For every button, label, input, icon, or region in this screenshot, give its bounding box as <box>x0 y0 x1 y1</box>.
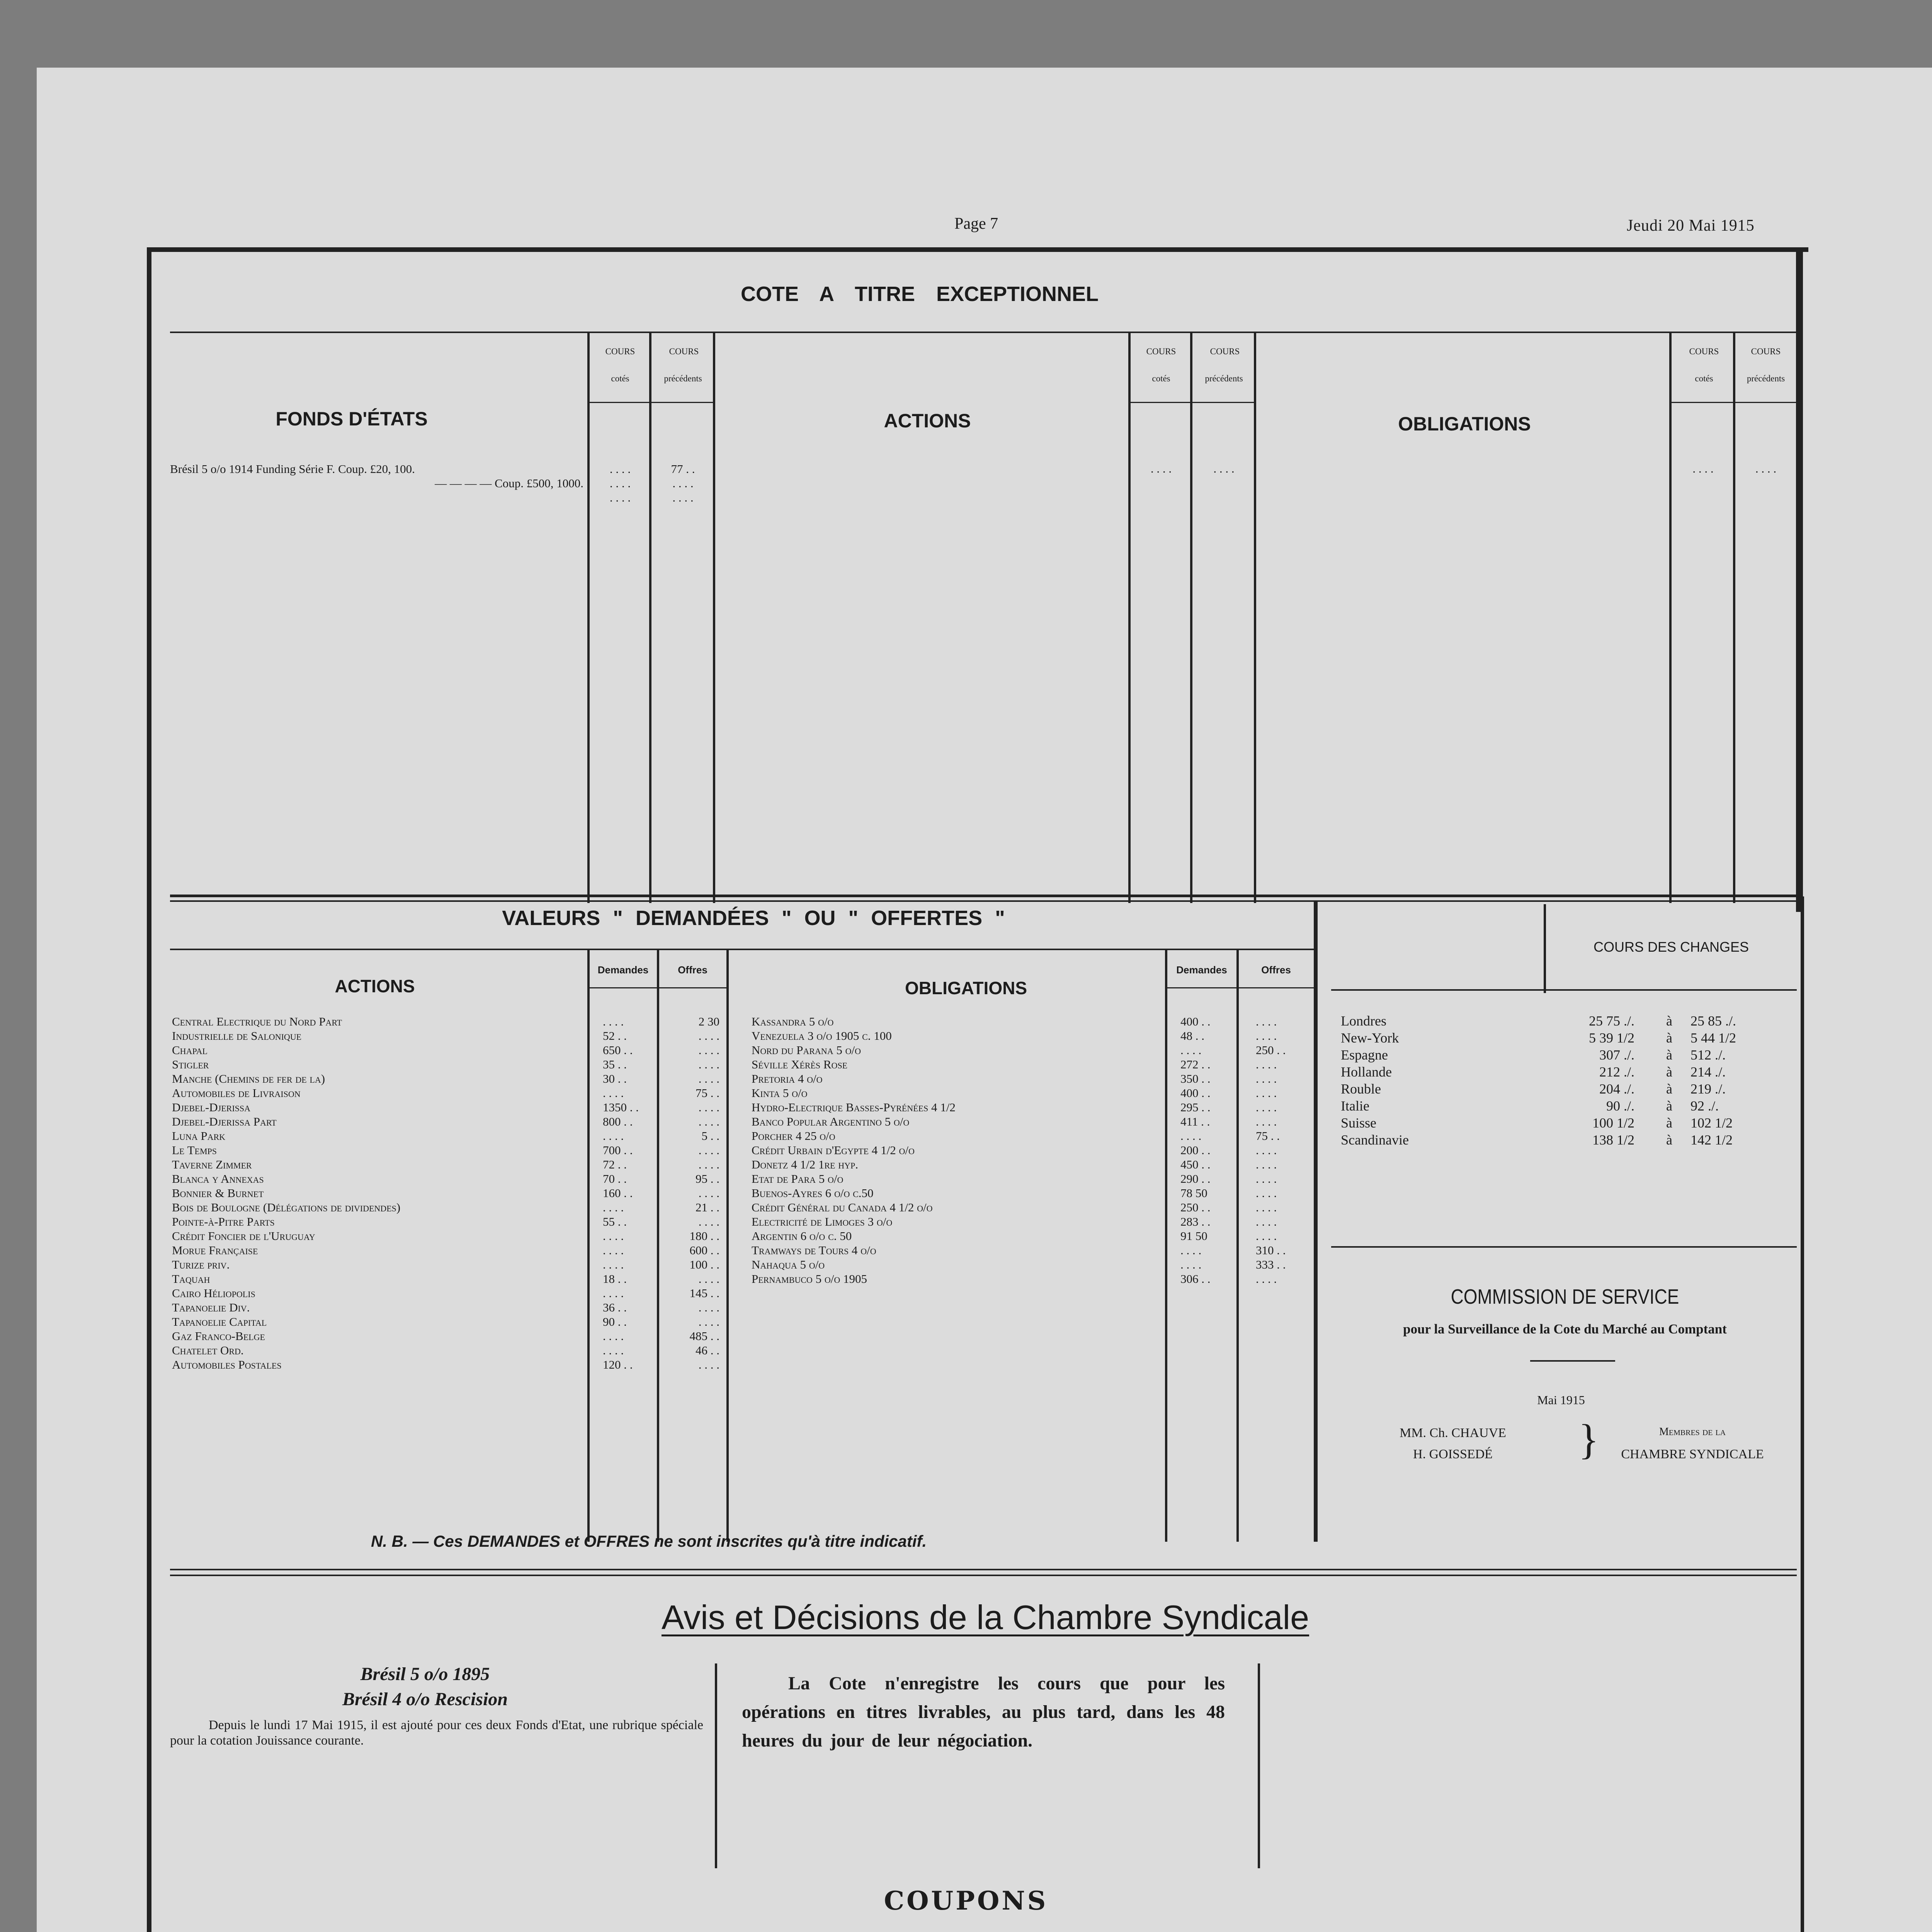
commission-role2: CHAMBRE SYNDICALE <box>1621 1447 1764 1461</box>
demande-value: 52 . . <box>603 1029 627 1043</box>
demande-value: 350 . . <box>1180 1072 1211 1085</box>
valeur-name: Taquah <box>172 1272 210 1286</box>
fonds-cote-list <box>591 462 649 505</box>
avis-left-title2: Brésil 4 o/o Rescision <box>342 1689 508 1709</box>
demande-value: 200 . . <box>1180 1143 1211 1157</box>
oblig-exc-cote: . . . . <box>1692 462 1714 475</box>
valeur-name: Electricité de Limoges 3 o/o <box>752 1215 893 1228</box>
demande-value: . . . . <box>1180 1258 1202 1271</box>
change-to: 219 ./. <box>1690 1081 1726 1097</box>
demande-value: . . . . <box>603 1201 624 1214</box>
demande-value: 48 . . <box>1180 1029 1204 1043</box>
valeur-name: Banco Popular Argentino 5 o/o <box>752 1115 910 1128</box>
offre-value: . . . . <box>698 1315 719 1328</box>
valeur-name: Blanca y Annexas <box>172 1172 264 1185</box>
offre-value: 145 . . <box>689 1286 719 1300</box>
change-to: 512 ./. <box>1690 1047 1726 1063</box>
offre-value: . . . . <box>698 1100 719 1114</box>
offre-value: . . . . <box>1256 1100 1277 1114</box>
offre-value: 485 . . <box>689 1329 719 1343</box>
change-from: 204 ./. <box>1599 1081 1634 1097</box>
fonds-row-label: — — — — Coup. £500, 1000. <box>435 476 583 490</box>
change-to: 214 ./. <box>1690 1064 1726 1080</box>
change-place: Espagne <box>1341 1047 1388 1063</box>
demande-value: . . . . <box>1180 1043 1202 1057</box>
valeur-name: Kinta 5 o/o <box>752 1086 808 1100</box>
change-a: à <box>1666 1098 1672 1114</box>
commission-title: COMMISSION DE SERVICE <box>1451 1285 1679 1308</box>
fonds-cote: . . . . <box>609 476 631 490</box>
fonds-prec: . . . . <box>672 491 694 504</box>
valeur-name: Industrielle de Salonique <box>172 1029 302 1043</box>
valeur-name: Luna Park <box>172 1129 226 1143</box>
offre-value: . . . . <box>1256 1058 1277 1071</box>
demande-value: 250 . . <box>1180 1201 1211 1214</box>
offre-value: . . . . <box>698 1043 719 1057</box>
offre-value: . . . . <box>698 1029 719 1043</box>
offre-value: . . . . <box>698 1158 719 1171</box>
demande-value: 72 . . <box>603 1158 627 1171</box>
offre-value: . . . . <box>698 1115 719 1128</box>
change-place: Rouble <box>1341 1081 1381 1097</box>
demande-value: 90 . . <box>603 1315 627 1328</box>
demande-value: . . . . <box>1180 1243 1202 1257</box>
offre-value: . . . . <box>698 1301 719 1314</box>
valeur-name: Kassandra 5 o/o <box>752 1015 834 1028</box>
col-cours-1: COURS <box>605 347 635 356</box>
offre-value: . . . . <box>698 1272 719 1286</box>
valeur-name: Stigler <box>172 1058 209 1071</box>
offre-value: . . . . <box>1256 1215 1277 1228</box>
col-cours-3: COURS <box>1146 347 1176 356</box>
demande-value: 400 . . <box>1180 1086 1211 1100</box>
valeurs-actions-title: ACTIONS <box>335 976 415 996</box>
changes-from <box>1557 1012 1634 1148</box>
valeur-name: Nord du Parana 5 o/o <box>752 1043 861 1057</box>
valeur-name: Porcher 4 25 o/o <box>752 1129 835 1143</box>
offre-value: . . . . <box>698 1058 719 1071</box>
demande-value: . . . . <box>603 1086 624 1100</box>
valeur-name: Hydro-Electrique Basses-Pyrénées 4 1/2 <box>752 1100 956 1114</box>
valeur-name: Buenos-Ayres 6 o/o c.50 <box>752 1186 874 1200</box>
avis-left-title1: Brésil 5 o/o 1895 <box>360 1664 490 1684</box>
change-a: à <box>1666 1064 1672 1080</box>
commission-member2: H. GOISSEDÉ <box>1413 1447 1493 1461</box>
valeur-name: Le Temps <box>172 1143 217 1157</box>
offre-value: 310 . . <box>1256 1243 1286 1257</box>
offre-value: . . . . <box>1256 1115 1277 1128</box>
valeur-name: Argentin 6 o/o c. 50 <box>752 1229 852 1243</box>
change-to: 142 1/2 <box>1690 1132 1733 1148</box>
valeur-name: Tramways de Tours 4 o/o <box>752 1243 876 1257</box>
avis-title: Avis et Décisions de la Chambre Syndicale <box>661 1598 1310 1636</box>
offre-value: 100 . . <box>689 1258 719 1271</box>
change-a: à <box>1666 1013 1672 1029</box>
demande-value: 290 . . <box>1180 1172 1211 1185</box>
demande-value: 55 . . <box>603 1215 627 1228</box>
change-place: Suisse <box>1341 1115 1377 1131</box>
offre-value: 180 . . <box>689 1229 719 1243</box>
offre-value: 600 . . <box>689 1243 719 1257</box>
exceptionnel-title: COTE A TITRE EXCEPTIONNEL <box>740 282 1099 306</box>
valeur-name: Bonnier & Burnet <box>172 1186 264 1200</box>
fonds-prec: . . . . <box>672 476 694 490</box>
change-a: à <box>1666 1132 1672 1148</box>
valeurs-actions-names <box>172 1014 585 1372</box>
valeur-name: Djebel-Djerissa <box>172 1100 251 1114</box>
coupons-title: COUPONS <box>884 1886 1048 1916</box>
commission-date: Mai 1915 <box>1537 1393 1585 1407</box>
valeur-name: Crédit Urbain d'Egypte 4 1/2 o/o <box>752 1143 915 1157</box>
valeurs-oblig-off <box>1256 1014 1312 1286</box>
fonds-row-label: Brésil 5 o/o 1914 Funding Série F. Coup. £20, 100. <box>170 462 415 476</box>
demande-value: 411 . . <box>1180 1115 1210 1128</box>
demande-value: 91 50 <box>1180 1229 1208 1243</box>
col-cotes-3: cotés <box>1695 374 1713 383</box>
actions-exc-cote: . . . . <box>1150 462 1172 475</box>
offre-value: . . . . <box>1256 1201 1277 1214</box>
valeur-name: Pointe-à-Pitre Parts <box>172 1215 275 1228</box>
col-offres-1: Offres <box>678 964 707 976</box>
demande-value: . . . . <box>1180 1129 1202 1143</box>
valeur-name: Crédit Foncier de l'Uruguay <box>172 1229 315 1243</box>
offre-value: 95 . . <box>696 1172 719 1185</box>
change-to: 5 44 1/2 <box>1690 1030 1736 1046</box>
fonds-prec: 77 . . <box>671 462 695 476</box>
change-from: 212 ./. <box>1599 1064 1634 1080</box>
demande-value: . . . . <box>603 1286 624 1300</box>
change-place: New-York <box>1341 1030 1399 1046</box>
demande-value: 30 . . <box>603 1072 627 1085</box>
offre-value: . . . . <box>1256 1086 1277 1100</box>
valeur-name: Bois de Boulogne (Délégations de dividendes) <box>172 1201 401 1214</box>
change-a: à <box>1666 1115 1672 1131</box>
offre-value: . . . . <box>1256 1272 1277 1286</box>
demande-value: 650 . . <box>603 1043 633 1057</box>
change-from: 25 75 ./. <box>1588 1013 1634 1029</box>
fonds-list <box>170 462 583 490</box>
valeur-name: Nahaqua 5 o/o <box>752 1258 825 1271</box>
change-from: 90 ./. <box>1606 1098 1634 1114</box>
valeur-name: Automobiles Postales <box>172 1358 282 1371</box>
demande-value: 272 . . <box>1180 1058 1211 1071</box>
col-cours-2: COURS <box>669 347 699 356</box>
demande-value: 1350 . . <box>603 1100 639 1114</box>
demande-value: . . . . <box>603 1015 624 1028</box>
demande-value: 36 . . <box>603 1301 627 1314</box>
valeur-name: Chatelet Ord. <box>172 1344 244 1357</box>
col-precedents-1: précédents <box>664 374 702 383</box>
demande-value: . . . . <box>603 1329 624 1343</box>
demande-value: 70 . . <box>603 1172 627 1185</box>
valeur-name: Séville Xérès Rose <box>752 1058 848 1071</box>
valeurs-actions-off <box>662 1014 719 1372</box>
valeur-name: Donetz 4 1/2 1re hyp. <box>752 1158 858 1171</box>
change-to: 102 1/2 <box>1690 1115 1733 1131</box>
changes-places <box>1341 1012 1542 1148</box>
col-offres-2: Offres <box>1261 964 1291 976</box>
valeur-name: Central Electrique du Nord Part <box>172 1015 342 1028</box>
fonds-prec-list <box>653 462 713 505</box>
offre-value: . . . . <box>698 1186 719 1200</box>
demande-value: 700 . . <box>603 1143 633 1157</box>
changes-title: COURS DES CHANGES <box>1593 939 1749 955</box>
change-place: Londres <box>1341 1013 1386 1029</box>
brace-icon: } <box>1578 1416 1599 1463</box>
page-number: Page 7 <box>954 215 998 233</box>
changes-to <box>1690 1012 1791 1148</box>
change-a: à <box>1666 1030 1672 1046</box>
changes-a <box>1658 1012 1681 1148</box>
col-precedents-2: précédents <box>1205 374 1243 383</box>
demande-value: . . . . <box>603 1258 624 1271</box>
col-cotes-1: cotés <box>611 374 629 383</box>
avis-box-text: La Cote n'enregistre les cours que pour les opérations en titres livrables, au plus tard, dans les 48 heures du jour de leur négociation. <box>742 1673 1225 1751</box>
valeur-name: Pretoria 4 o/o <box>752 1072 823 1085</box>
offre-value: 5 . . <box>701 1129 719 1143</box>
valeurs-title: VALEURS " DEMANDÉES " OU " OFFERTES " <box>502 906 1005 930</box>
offre-value: . . . . <box>1256 1186 1277 1200</box>
change-place: Scandinavie <box>1341 1132 1409 1148</box>
valeur-name: Crédit Général du Canada 4 1/2 o/o <box>752 1201 933 1214</box>
valeur-name: Cairo Héliopolis <box>172 1286 255 1300</box>
offre-value: 250 . . <box>1256 1043 1286 1057</box>
demande-value: . . . . <box>603 1129 624 1143</box>
newspaper-page <box>37 68 1932 1932</box>
valeur-name: Manche (Chemins de fer de la) <box>172 1072 325 1085</box>
offre-value: 21 . . <box>696 1201 719 1214</box>
offre-value: . . . . <box>1256 1015 1277 1028</box>
offre-value: . . . . <box>698 1215 719 1228</box>
valeur-name: Tapanoelie Div. <box>172 1301 250 1314</box>
actions-exc-prec: . . . . <box>1213 462 1235 475</box>
demande-value: 400 . . <box>1180 1015 1211 1028</box>
change-from: 138 1/2 <box>1592 1132 1634 1148</box>
offre-value: . . . . <box>1256 1158 1277 1171</box>
change-a: à <box>1666 1047 1672 1063</box>
col-demandes-2: Demandes <box>1176 964 1227 976</box>
col-cours-5: COURS <box>1689 347 1719 356</box>
col-cours-4: COURS <box>1210 347 1240 356</box>
demande-value: . . . . <box>603 1243 624 1257</box>
valeur-name: Gaz Franco-Belge <box>172 1329 265 1343</box>
fonds-cote: . . . . <box>609 462 631 476</box>
valeur-name: Pernambuco 5 o/o 1905 <box>752 1272 867 1286</box>
commission-member1: MM. Ch. CHAUVE <box>1400 1426 1506 1440</box>
fonds-cote: . . . . <box>609 491 631 504</box>
demande-value: 800 . . <box>603 1115 633 1128</box>
valeurs-obligations-title: OBLIGATIONS <box>905 978 1027 998</box>
offre-value: . . . . <box>698 1072 719 1085</box>
demande-value: 450 . . <box>1180 1158 1211 1171</box>
offre-value: 333 . . <box>1256 1258 1286 1271</box>
actions-exc-title: ACTIONS <box>884 410 971 432</box>
demande-value: 18 . . <box>603 1272 627 1286</box>
offre-value: 2 30 <box>698 1015 719 1028</box>
demande-value: 295 . . <box>1180 1100 1211 1114</box>
demande-value: 35 . . <box>603 1058 627 1071</box>
offre-value: . . . . <box>698 1143 719 1157</box>
demande-value: 120 . . <box>603 1358 633 1371</box>
offre-value: . . . . <box>1256 1143 1277 1157</box>
avis-left-text: Depuis le lundi 17 Mai 1915, il est ajouté pour ces deux Fonds d'Etat, une rubrique spéciale pour la cotation Jouissance courante. <box>170 1718 703 1748</box>
offre-value: . . . . <box>1256 1072 1277 1085</box>
demande-value: 283 . . <box>1180 1215 1211 1228</box>
change-from: 100 1/2 <box>1592 1115 1634 1131</box>
valeurs-note: N. B. — Ces DEMANDES et OFFRES ne sont inscrites qu'à titre indicatif. <box>371 1532 927 1550</box>
valeur-name: Taverne Zimmer <box>172 1158 252 1171</box>
valeurs-oblig-names <box>752 1014 1163 1286</box>
change-to: 92 ./. <box>1690 1098 1719 1114</box>
commission-role1: Membres de la <box>1659 1426 1726 1438</box>
offre-value: 75 . . <box>1256 1129 1280 1143</box>
obligations-exc-title: OBLIGATIONS <box>1398 413 1531 435</box>
demande-value: 160 . . <box>603 1186 633 1200</box>
fonds-title: FONDS D'ÉTATS <box>276 408 428 430</box>
change-place: Italie <box>1341 1098 1369 1114</box>
valeur-name: Djebel-Djerissa Part <box>172 1115 277 1128</box>
col-precedents-3: précédents <box>1747 374 1785 383</box>
commission-subtitle: pour la Surveillance de la Cote du Marché au Comptant <box>1403 1321 1727 1337</box>
valeur-name: Morue Française <box>172 1243 258 1257</box>
col-demandes-1: Demandes <box>597 964 649 976</box>
valeur-name: Tapanoelie Capital <box>172 1315 267 1328</box>
offre-value: . . . . <box>1256 1029 1277 1043</box>
offre-value: 75 . . <box>696 1086 719 1100</box>
valeur-name: Venezuela 3 o/o 1905 c. 100 <box>752 1029 892 1043</box>
change-place: Hollande <box>1341 1064 1392 1080</box>
valeur-name: Turize priv. <box>172 1258 230 1271</box>
demande-value: 78 50 <box>1180 1186 1208 1200</box>
valeur-name: Etat de Para 5 o/o <box>752 1172 844 1185</box>
change-from: 307 ./. <box>1599 1047 1634 1063</box>
oblig-exc-prec: . . . . <box>1755 462 1777 475</box>
valeurs-oblig-dem <box>1180 1014 1236 1286</box>
change-a: à <box>1666 1081 1672 1097</box>
change-to: 25 85 ./. <box>1690 1013 1736 1029</box>
change-from: 5 39 1/2 <box>1588 1030 1634 1046</box>
offre-value: 46 . . <box>696 1344 719 1357</box>
page-date: Jeudi 20 Mai 1915 <box>1627 217 1755 235</box>
valeurs-actions-dem <box>603 1014 657 1372</box>
valeur-name: Chapal <box>172 1043 207 1057</box>
demande-value: . . . . <box>603 1229 624 1243</box>
col-cotes-2: cotés <box>1152 374 1170 383</box>
col-cours-6: COURS <box>1751 347 1781 356</box>
offre-value: . . . . <box>1256 1229 1277 1243</box>
valeur-name: Automobiles de Livraison <box>172 1086 301 1100</box>
offre-value: . . . . <box>698 1358 719 1371</box>
demande-value: . . . . <box>603 1344 624 1357</box>
offre-value: . . . . <box>1256 1172 1277 1185</box>
demande-value: 306 . . <box>1180 1272 1211 1286</box>
